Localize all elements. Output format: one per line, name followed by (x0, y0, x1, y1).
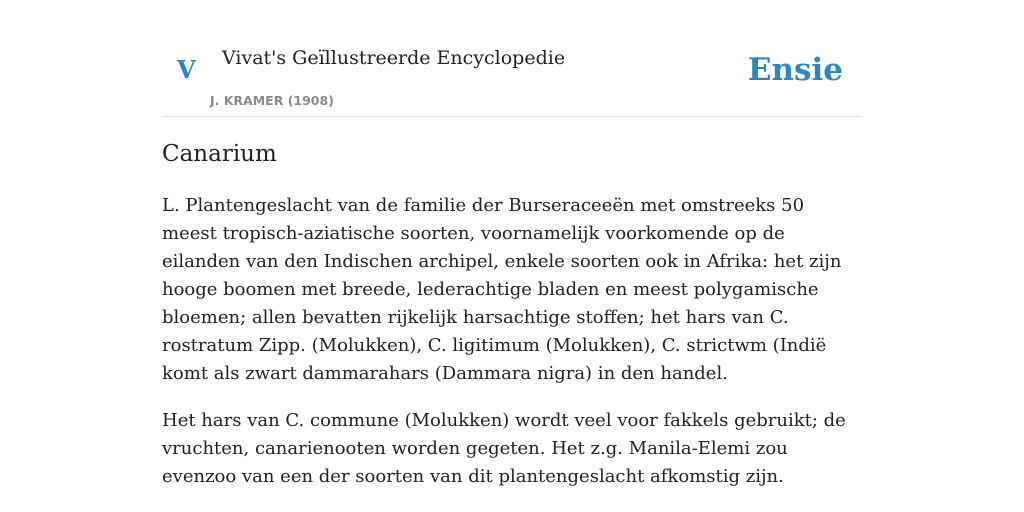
source-author: J. KRAMER (1908) (210, 93, 334, 108)
source-letter-icon[interactable]: V (177, 55, 196, 84)
ensie-logo[interactable]: Ensie (747, 52, 843, 88)
source-title-link[interactable]: Vivat's Geïllustreerde Encyclopedie (222, 47, 566, 69)
entry-paragraph: L. Plantengeslacht van de familie der Burseraceeën met omstreeks 50 meest tropisch-aziatische soorten, voornamelijk voorkomende op de eilanden van den Indischen archipel, enkele soorten ook in Afrika: het zijn hooge boomen met breede, lederachtige bladen en meest polygamische bloemen; allen bevatten rijkelijk harsachtige stoffen; het hars van C. rostratum Zipp. (Molukken), C. ligitimum (Molukken), C. strictwm (Indië komt als zwart dammarahars (Dammara nigra) in den handel. (162, 195, 842, 384)
header (162, 0, 862, 117)
entry-paragraph: Het hars van C. commune (Molukken) wordt veel voor fakkels gebruikt; de vruchten, canarienooten worden gegeten. Het z.g. Manila-Elemi zou evenzoo van een der soorten van dit plantengeslacht afkomstig zijn. (162, 410, 846, 487)
entry-title: Canarium (162, 141, 277, 167)
entry-body (162, 192, 862, 510)
